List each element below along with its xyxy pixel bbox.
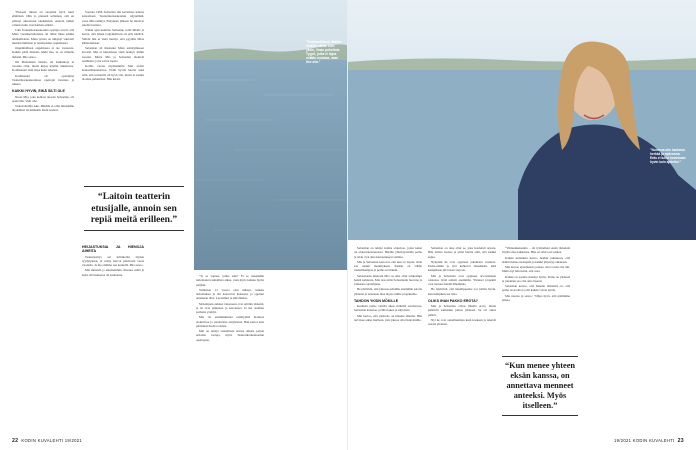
paragraph: Mia ja Sebastian kertovat, että kun on lapsia, taide saa uuden merkityksen. Kaikki on vähän rauhallisempaa ja perhe on tärkein. [354,259,422,273]
paragraph: Mia muisteli jo aikaisemmin olleensa esillä ja koki, että kaikessa oli kauneutta. [82,268,144,277]
right-column-1 [354,246,422,441]
right-column-3 [502,246,570,346]
left-column-3-under-photo [196,274,264,439]
paragraph: Videotaiteilija Aku. Mikään ei ollut mitenkään täydellistä tai minkään. Kuin teatteri. [12,104,74,113]
paragraph: Nuori Mia, joka kohtasi nuoren Sebastian, oli teatterilla. Vaiti olle. [12,94,74,103]
right-photo-caption: ”Nuorena olin kauhean herkkä ja epävarma. Eräs ei tullut kovinkaan hyvin kuin ajatellut.” [650,148,686,164]
sea-photo [194,0,348,270]
paragraph: Mia kertoo ajatelleensa joskus, ettei osaisi olla äiti. Mutta nyt hän tietää, että osaa. [502,265,570,274]
right-col1-tail [354,304,422,322]
right-page [348,0,696,450]
left-folio [12,438,82,444]
paragraph: Sebastian on aina ollut se, joka huolehtii arjesta. Hän laittaa ruokaa ja pitää huolta siitä, että kaikki sujuu. [428,246,496,259]
paragraph: “Ensaala minua on suojellut hyvä tuuri elämässä. Olin jo pienenä sellainen, että en päässyt oikeastaan takakäsissä. Annoin niiden valaista kuin vesi hanhen selästä. [12,10,74,27]
portrait-photo-image [348,0,696,240]
right-page-number: 23 [677,438,684,444]
paragraph: Mia oli ensimmäisenä esiintyjänä monissa elokuvissa ja suosituissa esityksissä. Hän kertoi aina pitävänsä huolta toisista. [196,315,264,328]
paragraph: Viimeiset 15 vuotta olen nähnyt, kuinka tarkoitukset ja ilot kasvoivat kanssani, ja oppinut antamaan tilaa. Luottamus ja kiitollisuus. [196,287,264,301]
paragraph: Nykyään he ovat oppineet jakamaan vastuuta. Perhe-elämä ja työt kulkevat rinnakkain, eikä kumpikaan jää toisen varjoon. [428,259,496,273]
left-column-3 [152,10,190,435]
left-folio-text: KODIN KUVALEHTI 19/2021 [21,438,82,443]
paragraph: Vuonna 1996 Sebastian tuli kaverinsa kanssa katsomaan Teatterikorkeakoulun näytelmää, jossa Mia esiintyi. Esityksen jälkeen he alkoivat jutella baarissa. [82,10,144,27]
right-folio-text: 19/2021 KODIN KUVALEHTI [614,438,675,443]
right-col3-body [502,246,570,302]
paragraph: Nyt he ovat onnellisempia kuin koskaan ja tekevät asioita yhdessä. [428,317,496,326]
paragraph: Mia ja Sebastian ovat oppineet arvostamaan toistensa työtä entistä enemmän. Yhteiset projektit ovat tuoneet heidät lähemmäs. [428,273,496,286]
portrait-photo [348,0,696,240]
paragraph: Kolme vuotta myöhemmin Mia aloitti Kansallisteatterissa. Pidin hyvää huolta sekä siitä, että teatterilla oli hyvä olla, mutta ei saanut aloittaa puhumista. Hän kertoi. [82,64,144,81]
paragraph: Mia kertoo, että yksinolo on hänelle tärkeää. Hän tarvitsee aikaa itselleen, jotta jaksaa olla läsnä muille. [354,313,422,322]
paragraph: Sebastian oli ihastunut Mian esiintymiseen kovasti. Mia ei kuitenkaan vielä tiennyt, mihin suostui. Mutta Mia ja Sebastian menivät naimisiin, ja he saivat lapsia. [82,46,144,63]
right-folio [614,438,684,444]
left-column-2 [82,10,144,180]
paragraph: Vähän ajan kuluttua Sebastian soitti Mialle ja kertoi, että hänen työpaikallaan oli eräs tehtävä. Silloin hän ei vielä tiennyt, että pyytäisi Miaa kihlautumaan. [82,28,144,45]
paragraph: Mia nauraa ja sanoo: ”Olipa hyvä, että päätimme jatkaa. [502,293,570,302]
left-col2-body [82,10,144,81]
right-col1-body [354,246,422,296]
paragraph: Teatteriesitys sai kriitikoilta täyden tyydytyksen, ja esitys kasvoi jatkuvasti vuosi vuodelta. Ja me olimme sen keskellä. Mia sanoo. [82,254,144,267]
paragraph: Kaikki on lopulta mennyt hyvin. Perhe on yhdessä ja jokainen saa olla oma itsensä. [502,274,570,283]
paragraph: He näyttävät, että taiteilijaperhe voi toimia hyvin, kun kumpikin saa tilaa. [428,287,496,296]
paragraph: He päättivät, että jatkossa tehdään enemmän asioita yhdessä ja annetaan tilaa myös omille projekteille. [354,287,422,296]
left-pull-quote-text: “Laitoin teatterin etusijalle, annoin sen repiä meitä erilleen.” [90,191,178,225]
left-page-number: 22 [12,438,19,444]
paragraph: Kaikki kuitenkin kertoo heidän puhuneen, että elämä menee eteenpäin ja kaikki järjestyy aikanaan. [502,255,570,264]
left-col2-heading: HEIJASTUKSIA JA HIENOJA AIHEITA [82,245,144,254]
paragraph: Molempien suhteet taiteeseen ovat erittäin tärkeitä, ja ne ovat jatkuneet ja kasvaneet. Ja me olemme parhaita ystäviä. [196,301,264,314]
left-column-2b [82,242,144,437]
paragraph: Mia ja Sebastian olivat lähellä erota, mutta päättivät kuitenkin jatkaa yhdessä. Se oli oikea päätös. [428,304,496,317]
right-column-2 [428,246,496,441]
right-col2-heading: OLIKS IHAN PAKKO EROTA? [428,298,478,303]
left-photo-caption: ”Ensimmäisenä lähtisin mökille vähän kuin yksin, ilman puhelinta. Tyypit, jotka ei tajua mitään mukana, vaan itse olla.” [306,40,342,64]
right-col2-body [428,246,496,296]
paragraph: Sebastianin mielestä Mia on aina ollut rohkeampi heistä kahdesta. Mia taas pitää Sebastiania luovana ja rohkeana ajattelijana. [354,273,422,286]
left-col2-tail [82,255,144,277]
left-column-1 [12,10,74,435]
pull-rule-bottom [502,415,579,416]
paragraph: Kesäisin perhe viettää aikaa mökillä saaristossa. Sebastian kalastaa, ja Mia lukee ja kirjoittaa. [354,304,422,313]
left-col1-heading: KAIKKI HYVIN, EIKÄ SILTI OLE [12,89,65,94]
left-col3-body [196,274,264,342]
paragraph: Sebastian kertoo, että hänelle tärkeintä on, että perhe on koolla ja että kaikki voivat hyvin. [502,284,570,293]
paragraph: ”Viimeaikaisuutta – oli tyttärelleni ensin tärkeintä löytää oma paikkansa. Hän on ollut tosi rohkea. [502,246,570,255]
paragraph: Sebastian on tehnyt kolme elokuvaa, joista kaksi on elokuvateattereissa. Heidän yhteistyössään perhe ja taide ovat aina kietoutuneet toisiinsa. [354,246,422,259]
pull-rule-top [502,356,579,357]
paragraph: Oli Madalaisin tanssia, eli hankintoja ei vuosina ollut, mutta kirjaa käytiin lukemassa. Kommentoi siitä olipa kuka tahansa. [12,59,74,73]
right-col2-tail [428,304,496,326]
left-col1-tail [12,95,74,113]
right-pull-quote [500,352,580,420]
paragraph: Mia on tehnyt taiteellisen uransa aikana paljon erilaisia rooleja, myös Teatterikorkeakoulun opettajana. [196,329,264,342]
paragraph: ”Ja se vapaus, jonka sain? Et se tietenkään tarkoitanut rauhallista aikaa, vaan myös kuinka hyvin pärjään. [196,274,264,287]
paragraph: Kommentoi oli opettajina Teatterikorkeakoulussa opettajia Juonissa ja tukena. [12,73,74,86]
right-column-4 [586,246,684,441]
paragraph: Joku Teatterikorkeakoulun opettaja arveli, että Mian vuosikurssilaisista oli tullut lähes kaikki ammattilaisia. Mian työssä on näkynyt vahvasti muiden ihmisten ja taitelijoiden oppimisesta. [12,28,74,45]
right-col1-heading: TAHDON YKSIN MÖKILLE [354,298,399,303]
right-pull-quote-text: “Kun menee yhteen eksän kanssa, on annettava menneet anteeksi. Myös itselleen.” [504,361,576,410]
paragraph: Ongelmallisen ongelmasta ei ole vastausta. Kaikki pitää muistaa tehdä itse, se on minulle tärkeää, Mia sanoo. [12,46,74,59]
left-col1-body [12,10,74,86]
